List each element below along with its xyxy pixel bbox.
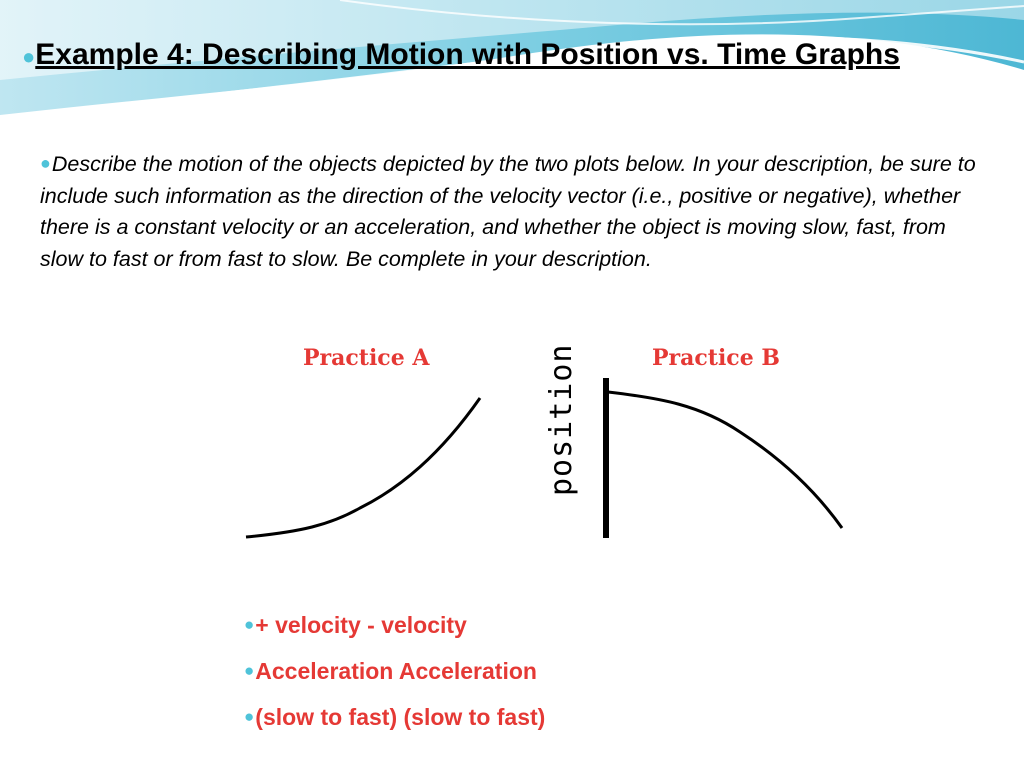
description-bullet-icon: ● — [40, 153, 51, 173]
title-bullet-icon: ● — [22, 44, 36, 69]
bullet-icon: ● — [244, 615, 255, 634]
bullet-icon: ● — [244, 661, 255, 680]
answer-item-velocity: ●+ velocity - velocity — [244, 602, 545, 648]
description-text: Describe the motion of the objects depicted by the two plots below. In your description, be sure to include such information as the direction of the velocity vector (i.e., positive or negative), whether there is a constant velocity or an acceleration, and whether the object is moving slow, fast, from slow to fast or from fast to slow. Be complete in your description. — [40, 152, 976, 271]
slide-title-text: Example 4: Describing Motion with Position vs. Time Graphs — [35, 38, 900, 71]
answer-list — [244, 602, 545, 740]
answer-item-acceleration: ●Acceleration Acceleration — [244, 648, 545, 694]
practice-b-label: Practice B — [652, 345, 780, 371]
answer-item-speed: ●(slow to fast) (slow to fast) — [244, 694, 545, 740]
practice-b-curve — [608, 392, 842, 528]
bullet-icon: ● — [244, 707, 255, 726]
position-axis-label: position — [544, 343, 579, 496]
practice-a-label: Practice A — [303, 345, 430, 371]
practice-a-curve — [246, 398, 480, 537]
